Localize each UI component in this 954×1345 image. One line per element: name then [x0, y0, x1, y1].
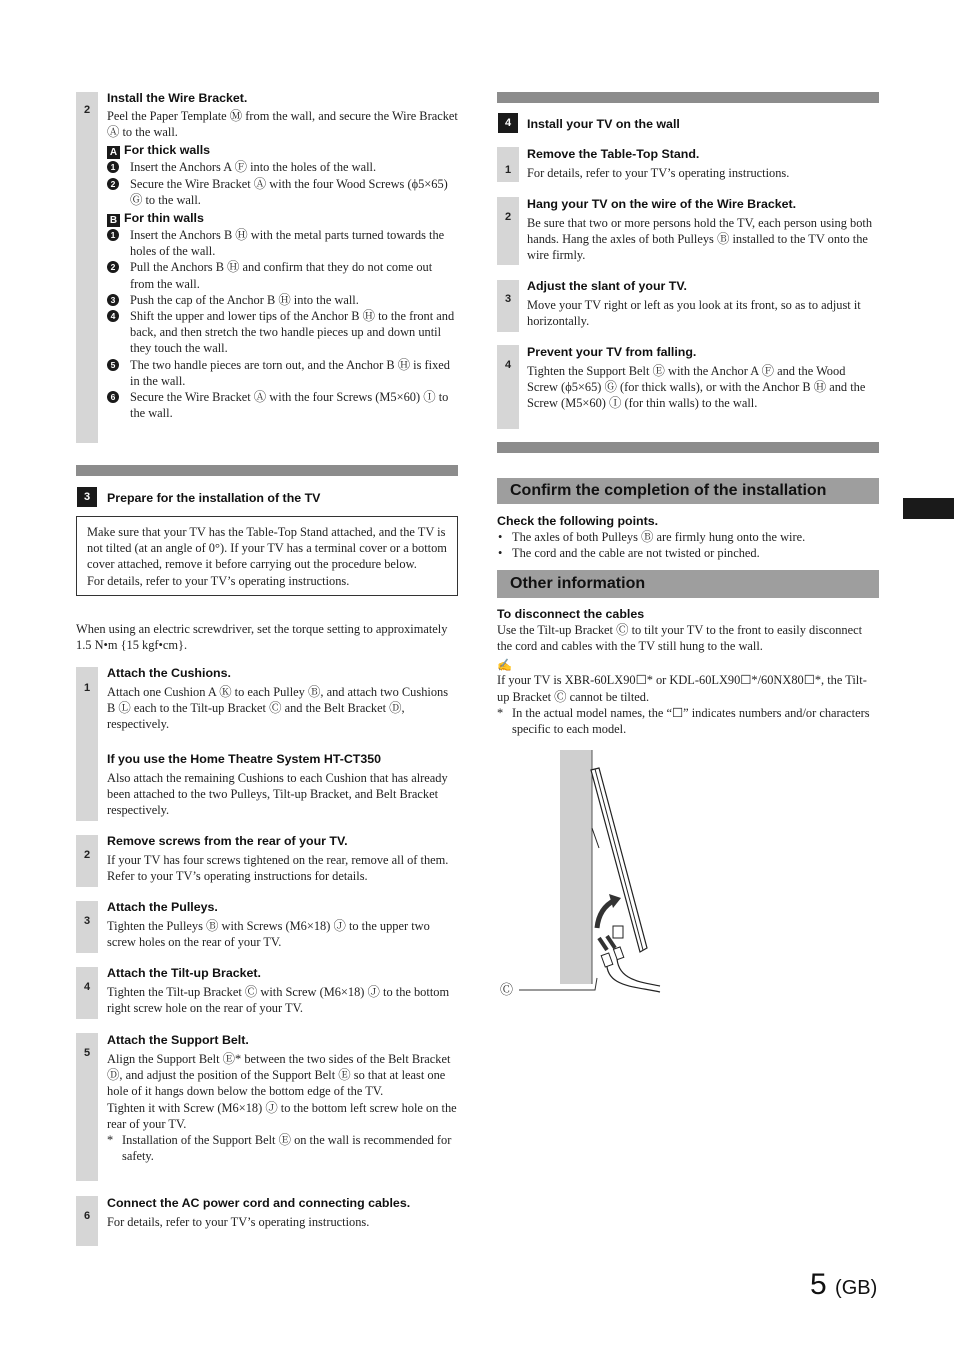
numbered-item [107, 227, 459, 259]
asterisk: * [497, 705, 504, 720]
thick-walls-title [107, 142, 459, 159]
step-body: If your TV has four screws tightened on the rear, remove all of them. Refer to your TV’s operating instructions for details. [107, 853, 449, 884]
step-heading: Attach the Support Belt. [107, 1033, 249, 1047]
step-connect-cables [107, 1195, 459, 1230]
letter-b-marker: B [107, 214, 120, 227]
numbered-item [107, 389, 459, 421]
item-text: The two handle pieces are torn out, and the Anchor B Ⓗ is fixed in the wall. [130, 357, 451, 388]
section-number-badge: 3 [77, 487, 97, 507]
item-number: 1 [107, 229, 119, 241]
notice-text: Make sure that your TV has the Table-Top Stand attached, and the TV is not tilted (at an angle of 0°). If your TV has a terminal cover or a bottom cover attached, remove it before carrying out the procedure below. [87, 525, 447, 572]
item-text: Secure the Wire Bracket Ⓐ with the four Wood Screws (ϕ5×65) Ⓖ to the wall. [130, 176, 448, 207]
model-footnote-text: In the actual model names, the “☐” indicates numbers and/or characters specific to each model. [512, 705, 870, 737]
step-number: 5 [83, 1047, 91, 1059]
item-text: Shift the upper and lower tips of the Anchor B Ⓗ to the front and back, and then stretch the two handle pieces up and down until they touch the wall. [130, 309, 455, 356]
step-remove-stand [527, 146, 879, 181]
step-body: Be sure that two or more persons hold the TV, each person using both hands. Hang the axles of both Pulleys Ⓑ installed to the TV onto the wire firmly. [527, 216, 873, 263]
tilt-illustration [495, 748, 670, 1003]
letter-a-marker: A [107, 146, 120, 159]
step-body: Attach one Cushion A Ⓚ to each Pulley Ⓑ, and attach two Cushions B Ⓛ each to the Tilt-up Bracket Ⓒ and the Belt Bracket Ⓓ, respectively. [107, 685, 449, 732]
confirm-section [497, 513, 879, 561]
step-bar [76, 967, 98, 1019]
numbered-item [107, 308, 459, 357]
thin-walls-title [107, 210, 459, 227]
wire-bracket-section [107, 90, 459, 421]
thin-walls-list [107, 227, 459, 421]
step-bar [76, 92, 98, 443]
page-number [810, 1267, 877, 1306]
section-divider [497, 442, 879, 453]
step-number: 3 [83, 915, 91, 927]
step-number: 2 [504, 211, 512, 223]
step-heading: Install the Wire Bracket. [107, 91, 248, 105]
item-text: Pull the Anchors B Ⓗ and confirm that they do not come out from the wall. [130, 260, 433, 291]
step-number: 4 [83, 981, 91, 993]
disconnect-body: Use the Tilt-up Bracket Ⓒ to tilt your TV to the front to easily disconnect the cord and cables with the TV still hung to the wall. [497, 623, 863, 654]
step-number: 2 [83, 849, 91, 861]
numbered-item [107, 259, 459, 291]
step-body-2: Tighten it with Screw (M6×18) Ⓙ to the bottom left screw hole on the rear of your TV. [107, 1100, 457, 1131]
step-number: 1 [83, 682, 91, 694]
torque-note: When using an electric screwdriver, set the torque setting to approximately 1.5 N•m {15 kgf•cm}. [76, 622, 448, 653]
item-text: Insert the Anchors A Ⓕ into the holes of the wall. [130, 160, 377, 175]
item-text: Push the cap of the Anchor B Ⓗ into the wall. [130, 292, 359, 307]
check-item: • The cord and the cable are not twisted or pinched. [497, 545, 879, 561]
step-hang-tv [527, 196, 879, 264]
step-heading: Attach the Cushions. [107, 666, 231, 680]
step-note-text: Installation of the Support Belt Ⓔ on the wall is recommended for safety. [122, 1133, 452, 1164]
step-heading: Remove screws from the rear of your TV. [107, 834, 348, 848]
step-heading: Remove the Table-Top Stand. [527, 147, 700, 161]
step-body: Tighten the Pulleys Ⓑ with Screws (M6×18) Ⓙ to the upper two screw holes on the rear of your TV. [107, 919, 430, 950]
item-number: 3 [107, 294, 119, 306]
step-bar [497, 280, 519, 332]
step-body: Tighten the Support Belt Ⓔ with the Anchor A Ⓕ and the Wood Screw (ϕ5×65) Ⓖ (for thick walls), or with the Anchor B Ⓗ and the Screw (M5×60) Ⓘ (for thin walls) to the wall. [527, 364, 866, 411]
step-body: Peel the Paper Template Ⓜ from the wall, and secure the Wire Bracket Ⓐ to the wall. [107, 109, 458, 140]
step-prevent-falling [527, 344, 879, 412]
step-attach-pulleys [107, 899, 459, 950]
numbered-item [107, 176, 459, 208]
model-note: If your TV is XBR-60LX90☐* or KDL-60LX90☐*/60NX80☐*, the Tilt-up Bracket Ⓒ cannot be tilted. [497, 673, 867, 704]
side-tab [903, 498, 954, 519]
other-info-section-title: Other information [497, 570, 879, 598]
step-body: For details, refer to your TV’s operating instructions. [107, 1215, 370, 1229]
disconnect-heading: To disconnect the cables [497, 607, 645, 621]
item-number: 2 [107, 261, 119, 273]
section-divider [497, 92, 879, 103]
page-region: (GB) [835, 1277, 878, 1299]
step-number: 1 [504, 164, 512, 176]
step-heading: Attach the Tilt-up Bracket. [107, 966, 261, 980]
plug [601, 953, 613, 967]
step-number: 6 [83, 1210, 91, 1222]
thick-walls-list [107, 159, 459, 208]
step-attach-support-belt [107, 1032, 459, 1164]
numbered-item [107, 159, 459, 175]
item-text: Secure the Wire Bracket Ⓐ with the four Screws (M5×60) Ⓘ to the wall. [130, 390, 449, 421]
model-footnote [497, 705, 879, 737]
confirm-section-title: Confirm the completion of the installation [497, 478, 879, 504]
notice-box [76, 516, 458, 596]
step-attach-tiltup [107, 965, 459, 1016]
numbered-item [107, 357, 459, 389]
step-body: Tighten the Tilt-up Bracket Ⓒ with Screw (M6×18) Ⓙ to the bottom right screw hole on the rear of your TV. [107, 985, 450, 1016]
htct-body: Also attach the remaining Cushions to each Cushion that has already been attached to the two Pulleys, Tilt-up Bracket, and Belt Bracket respectively. [107, 770, 448, 818]
step-body: Align the Support Belt Ⓔ* between the two sides of the Belt Bracket Ⓓ, and adjust the position of the Support Belt Ⓔ so that at least one hole of it hangs down below the bottom edge of the TV. [107, 1052, 451, 1099]
step-bar [76, 901, 98, 953]
plug-2 [613, 947, 623, 960]
step-remove-screws [107, 833, 459, 884]
step-number: 2 [83, 104, 91, 116]
item-number: 2 [107, 178, 119, 190]
check-heading: Check the following points. [497, 514, 659, 528]
item-text: Insert the Anchors B Ⓗ with the metal parts turned towards the holes of the wall. [130, 228, 445, 259]
other-info-section [497, 606, 879, 737]
section-title: Install your TV on the wall [527, 117, 680, 131]
section-title: Prepare for the installation of the TV [107, 491, 321, 505]
check-item: • The axles of both Pulleys Ⓑ are firmly hung onto the wire. [497, 529, 879, 545]
section-number-badge: 4 [498, 113, 518, 133]
thin-walls-label: For thin walls [124, 211, 204, 226]
section-divider [76, 465, 458, 476]
item-number: 4 [107, 310, 119, 322]
step-heading: Adjust the slant of your TV. [527, 279, 687, 293]
wire [592, 828, 599, 848]
thick-walls-label: For thick walls [124, 143, 211, 158]
asterisk: * [107, 1133, 114, 1148]
htct-heading: If you use the Home Theatre System HT-CT350 [107, 751, 382, 766]
step-note [107, 1132, 459, 1164]
note-icon: ✍ [497, 658, 512, 673]
item-number: 5 [107, 359, 119, 371]
numbered-item [107, 292, 459, 308]
step-adjust-slant [527, 278, 879, 329]
step-number: 3 [504, 293, 512, 305]
step-bar [497, 197, 519, 265]
step-heading: Hang your TV on the wire of the Wire Bracket. [527, 197, 797, 211]
step-body: Move your TV right or left as you look at its front, so as to adjust it horizontally. [527, 298, 861, 329]
step-bar [76, 835, 98, 887]
step-bar [497, 345, 519, 429]
step-heading: Connect the AC power cord and connecting cables. [107, 1196, 411, 1210]
item-number: 1 [107, 161, 119, 173]
callout-c: Ⓒ [500, 982, 514, 997]
item-number: 6 [107, 391, 119, 403]
page-number-value: 5 [810, 1268, 827, 1301]
cable [607, 958, 660, 992]
tv-edge [595, 769, 643, 950]
step-body: For details, refer to your TV’s operating instructions. [527, 166, 790, 180]
step-number: 4 [504, 359, 512, 371]
step-heading: Prevent your TV from falling. [527, 345, 697, 359]
tilt-bracket [613, 926, 623, 938]
wall [560, 750, 592, 984]
step-heading: Attach the Pulleys. [107, 900, 218, 914]
step-attach-cushions [107, 665, 459, 818]
notice-note: For details, refer to your TV’s operating instructions. [87, 573, 350, 588]
